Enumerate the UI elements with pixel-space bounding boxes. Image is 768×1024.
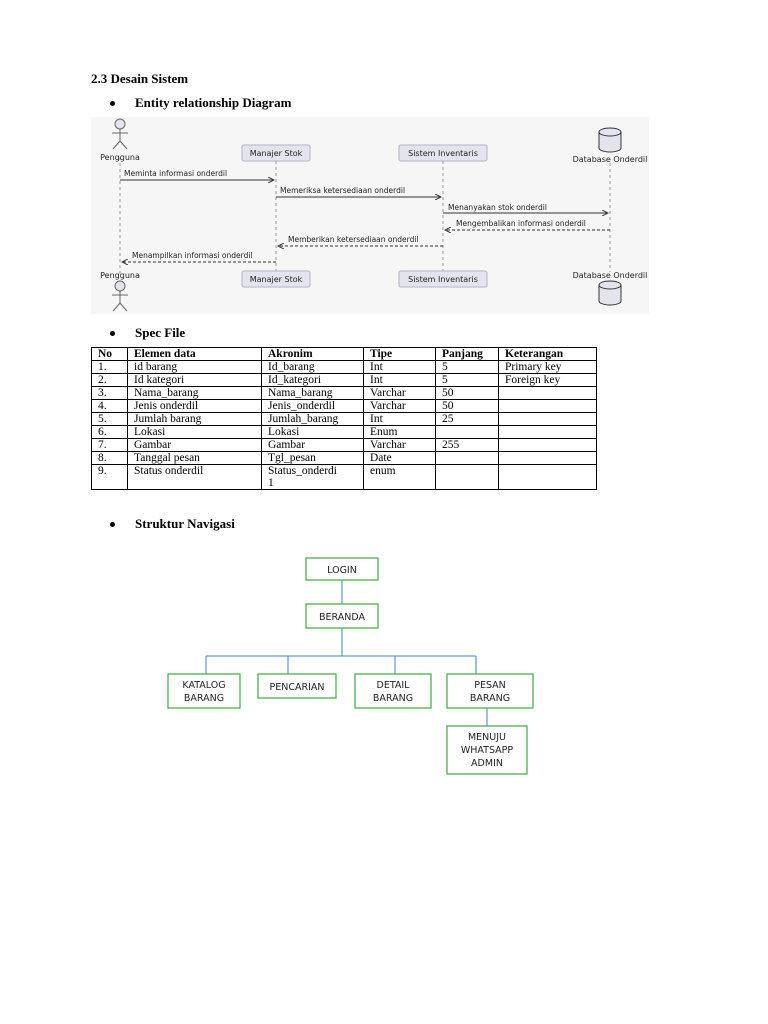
- cell-panjang: 255: [436, 439, 499, 452]
- table-row: [92, 387, 597, 400]
- sequence-diagram: [91, 117, 649, 314]
- bullet-nav-label: Struktur Navigasi: [135, 516, 235, 531]
- cell-elemen: Jumlah barang: [128, 413, 262, 426]
- cell-akronim: Gambar: [262, 439, 364, 452]
- cell-tipe: Varchar: [364, 400, 436, 413]
- database-top-label: Database Onderdil: [572, 155, 648, 164]
- bullet-dot-icon: [110, 101, 115, 106]
- table-row: [92, 426, 597, 439]
- nav-beranda-label: BERANDA: [319, 612, 365, 623]
- cell-no: 6.: [92, 426, 128, 439]
- database-bottom-icon: [599, 281, 621, 305]
- nav-connectors: [206, 580, 487, 726]
- cell-keterangan: [499, 400, 597, 413]
- msg-4-label: Mengembalikan informasi onderdil: [456, 219, 586, 228]
- nav-detail-label-1: DETAIL: [376, 680, 410, 691]
- cell-no: 2.: [92, 374, 128, 387]
- cell-akronim: Jenis_onderdil: [262, 400, 364, 413]
- cell-elemen: Jenis onderdil: [128, 400, 262, 413]
- th-panjang: Panjang: [436, 348, 499, 361]
- cell-akronim: Id_kategori: [262, 374, 364, 387]
- actor-pengguna-bottom-icon: [112, 281, 128, 311]
- cell-keterangan: [499, 426, 597, 439]
- cell-panjang: 50: [436, 400, 499, 413]
- box-manajer-bottom-label: Manajer Stok: [249, 275, 303, 284]
- cell-panjang: 25: [436, 413, 499, 426]
- bullet-dot-icon: [110, 331, 115, 336]
- table-row: [92, 400, 597, 413]
- bullet-erd: [110, 95, 292, 111]
- msg-5-label: Memberikan ketersediaan onderdil: [288, 235, 419, 244]
- cell-tipe: enum: [364, 465, 436, 490]
- spec-table: [91, 347, 597, 490]
- cell-elemen: id barang: [128, 361, 262, 374]
- th-tipe: Tipe: [364, 348, 436, 361]
- actor-pengguna-top-icon: [112, 119, 128, 149]
- cell-keterangan: [499, 465, 597, 490]
- nav-katalog-label-1: KATALOG: [182, 680, 226, 691]
- msg-3-label: Menanyakan stok onderdil: [448, 203, 547, 212]
- cell-no: 1.: [92, 361, 128, 374]
- table-row: [92, 439, 597, 452]
- nav-pesan-label-1: PESAN: [474, 680, 506, 691]
- th-akronim: Akronim: [262, 348, 364, 361]
- box-sistem-bottom-label: Sistem Inventaris: [408, 275, 478, 284]
- cell-tipe: Int: [364, 361, 436, 374]
- cell-akronim: Jumlah_barang: [262, 413, 364, 426]
- bullet-dot-icon: [110, 522, 115, 527]
- cell-tipe: Varchar: [364, 439, 436, 452]
- cell-panjang: [436, 426, 499, 439]
- cell-panjang: [436, 452, 499, 465]
- cell-akronim: Id_barang: [262, 361, 364, 374]
- cell-keterangan: Primary key: [499, 361, 597, 374]
- nav-pencarian-label: PENCARIAN: [269, 682, 325, 693]
- nav-whatsapp-label-1: MENUJU: [467, 732, 507, 743]
- cell-no: 5.: [92, 413, 128, 426]
- box-manajer-top-label: Manajer Stok: [249, 149, 303, 158]
- cell-no: 9.: [92, 465, 128, 490]
- navigation-structure: [150, 548, 570, 788]
- nav-pesan-label-2: BARANG: [469, 693, 511, 704]
- cell-tipe: Int: [364, 413, 436, 426]
- cell-tipe: Varchar: [364, 387, 436, 400]
- cell-elemen: Nama_barang: [128, 387, 262, 400]
- cell-keterangan: [499, 439, 597, 452]
- cell-elemen: Status onderdil: [128, 465, 262, 490]
- table-row: [92, 413, 597, 426]
- th-no: No: [92, 348, 128, 361]
- cell-no: 4.: [92, 400, 128, 413]
- cell-akronim: Lokasi: [262, 426, 364, 439]
- cell-tipe: Date: [364, 452, 436, 465]
- cell-elemen: Lokasi: [128, 426, 262, 439]
- cell-tipe: Enum: [364, 426, 436, 439]
- box-sistem-top-label: Sistem Inventaris: [408, 149, 478, 158]
- cell-no: 7.: [92, 439, 128, 452]
- table-row: [92, 361, 597, 374]
- section-heading: 2.3 Desain Sistem: [91, 71, 189, 86]
- cell-panjang: 5: [436, 374, 499, 387]
- database-bottom-label: Database Onderdil: [572, 271, 648, 280]
- cell-keterangan: [499, 452, 597, 465]
- cell-no: 8.: [92, 452, 128, 465]
- actor-pengguna-top: Pengguna: [100, 153, 140, 162]
- nav-detail-label-2: BARANG: [372, 693, 414, 704]
- table-row: [92, 452, 597, 465]
- bullet-spec: [110, 325, 185, 341]
- database-top-icon: [599, 128, 621, 152]
- cell-elemen: Id kategori: [128, 374, 262, 387]
- bullet-spec-label: Spec File: [135, 325, 186, 340]
- cell-akronim: Nama_barang: [262, 387, 364, 400]
- nav-login-label: LOGIN: [327, 565, 357, 576]
- cell-elemen: Gambar: [128, 439, 262, 452]
- actor-pengguna-bottom: Pengguna: [100, 271, 140, 280]
- msg-1-label: Meminta informasi onderdil: [124, 169, 228, 178]
- cell-panjang: [436, 465, 499, 490]
- nav-whatsapp-label-3: ADMIN: [471, 758, 503, 769]
- nav-whatsapp-label-2: WHATSAPP: [460, 745, 514, 756]
- th-keterangan: Keterangan: [499, 348, 597, 361]
- cell-keterangan: Foreign key: [499, 374, 597, 387]
- th-elemen: Elemen data: [128, 348, 262, 361]
- bullet-erd-label: Entity relationship Diagram: [135, 95, 292, 110]
- cell-akronim: Status_onderdi 1: [262, 465, 364, 490]
- bullet-nav: [110, 516, 235, 532]
- cell-elemen: Tanggal pesan: [128, 452, 262, 465]
- cell-keterangan: [499, 387, 597, 400]
- nav-katalog-label-2: BARANG: [183, 693, 225, 704]
- cell-panjang: 5: [436, 361, 499, 374]
- table-row: [92, 465, 597, 490]
- cell-tipe: Int: [364, 374, 436, 387]
- cell-no: 3.: [92, 387, 128, 400]
- msg-2-label: Memeriksa ketersediaan onderdil: [280, 186, 406, 195]
- msg-6-label: Menampilkan informasi onderdil: [132, 251, 253, 260]
- cell-panjang: 50: [436, 387, 499, 400]
- table-header-row: [92, 348, 597, 361]
- cell-akronim: Tgl_pesan: [262, 452, 364, 465]
- cell-keterangan: [499, 413, 597, 426]
- table-row: [92, 374, 597, 387]
